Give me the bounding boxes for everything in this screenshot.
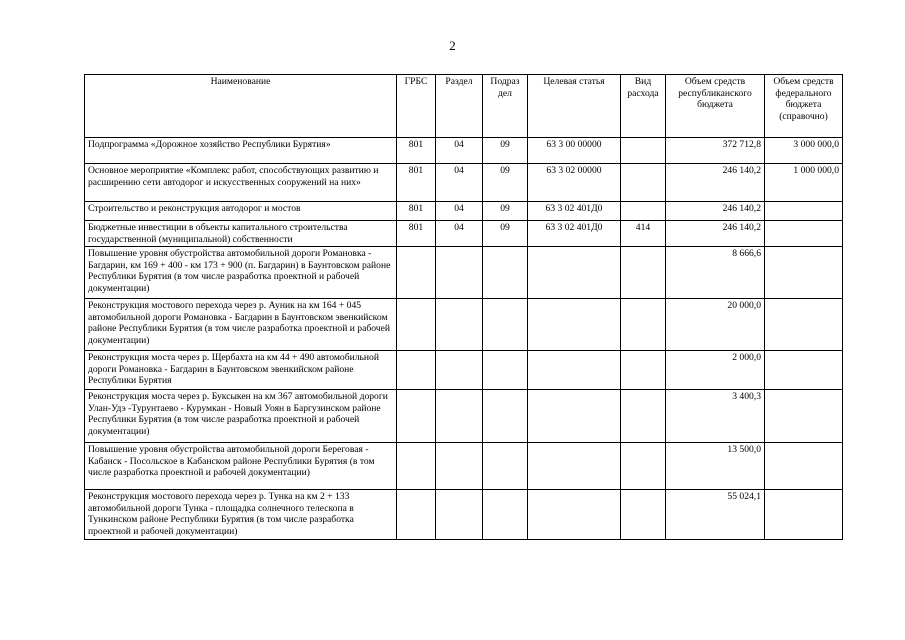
row-republican-amount: 13 500,0 (666, 443, 765, 490)
row-federal-amount (765, 202, 843, 221)
row-expense-type (621, 247, 666, 299)
table-row (85, 443, 843, 490)
row-section (436, 490, 483, 540)
table-row (85, 490, 843, 540)
row-subsection (483, 247, 528, 299)
row-target-article (528, 247, 621, 299)
row-expense-type (621, 490, 666, 540)
row-grbs (397, 443, 436, 490)
page-number: 2 (449, 38, 456, 53)
row-name: Строительство и реконструкция автодорог и мостов (85, 202, 397, 221)
row-expense-type: 414 (621, 221, 666, 247)
row-section: 04 (436, 221, 483, 247)
header-name: Наименование (85, 75, 397, 138)
row-federal-amount: 3 000 000,0 (765, 138, 843, 164)
row-grbs (397, 490, 436, 540)
row-name: Реконструкция моста через р. Буксыкен на км 367 автомобильной дороги Улан-Удэ -Турунтаево - Курумкан - Новый Уоян в Баргузинском районе Республики Бурятия (в том числе разработка проектной и рабочей документации) (85, 390, 397, 443)
row-section (436, 390, 483, 443)
row-federal-amount: 1 000 000,0 (765, 164, 843, 202)
row-section (436, 299, 483, 351)
row-grbs: 801 (397, 138, 436, 164)
row-name: Реконструкция моста через р. Щербахта на км 44 + 490 автомобильной дороги Романовка - Багдарин в Баунтовском эвенкийском районе Республики Бурятия (85, 351, 397, 390)
row-section (436, 247, 483, 299)
row-section (436, 351, 483, 390)
header-federal-budget: Объем средств федерального бюджета (справочно) (765, 75, 843, 138)
row-grbs (397, 247, 436, 299)
row-target-article: 63 3 02 401Д0 (528, 202, 621, 221)
row-section (436, 443, 483, 490)
row-subsection: 09 (483, 221, 528, 247)
row-target-article: 63 3 02 00000 (528, 164, 621, 202)
row-target-article (528, 351, 621, 390)
row-republican-amount: 20 000,0 (666, 299, 765, 351)
row-expense-type (621, 390, 666, 443)
row-federal-amount (765, 351, 843, 390)
row-expense-type (621, 443, 666, 490)
row-subsection (483, 299, 528, 351)
row-republican-amount: 372 712,8 (666, 138, 765, 164)
row-grbs: 801 (397, 164, 436, 202)
table-row (85, 221, 843, 247)
row-republican-amount: 246 140,2 (666, 221, 765, 247)
table-row (85, 247, 843, 299)
row-federal-amount (765, 221, 843, 247)
table-body (85, 138, 843, 540)
row-target-article (528, 490, 621, 540)
row-federal-amount (765, 247, 843, 299)
row-target-article: 63 3 00 00000 (528, 138, 621, 164)
row-republican-amount: 246 140,2 (666, 202, 765, 221)
budget-table (84, 74, 843, 540)
row-grbs: 801 (397, 202, 436, 221)
header-expense-type: Вид расхода (621, 75, 666, 138)
row-name: Повышение уровня обустройства автомобильной дороги Береговая - Кабанск - Посольское в Кабанском районе Республики Бурятия (в том числе разработка проектной и рабочей документации) (85, 443, 397, 490)
row-subsection: 09 (483, 138, 528, 164)
row-expense-type (621, 299, 666, 351)
row-name: Бюджетные инвестиции в объекты капитального строительства государственной (муниципальной) собственности (85, 221, 397, 247)
row-expense-type (621, 138, 666, 164)
row-subsection (483, 390, 528, 443)
header-target-article: Целевая статья (528, 75, 621, 138)
row-federal-amount (765, 443, 843, 490)
row-federal-amount (765, 299, 843, 351)
row-grbs: 801 (397, 221, 436, 247)
row-federal-amount (765, 490, 843, 540)
row-republican-amount: 2 000,0 (666, 351, 765, 390)
row-section: 04 (436, 202, 483, 221)
row-republican-amount: 3 400,3 (666, 390, 765, 443)
row-subsection (483, 351, 528, 390)
row-grbs (397, 390, 436, 443)
row-target-article (528, 390, 621, 443)
row-target-article (528, 299, 621, 351)
header-section: Раздел (436, 75, 483, 138)
row-republican-amount: 8 666,6 (666, 247, 765, 299)
header-republican-budget: Объем средств республиканского бюджета (666, 75, 765, 138)
row-subsection (483, 490, 528, 540)
row-name: Основное мероприятие «Комплекс работ, способствующих развитию и расширению сети автодорог и искусственных сооружений на них» (85, 164, 397, 202)
row-target-article: 63 3 02 401Д0 (528, 221, 621, 247)
row-expense-type (621, 164, 666, 202)
header-subsection: Подраз дел (483, 75, 528, 138)
table-row (85, 299, 843, 351)
table-header (85, 75, 843, 138)
row-subsection (483, 443, 528, 490)
table-row (85, 202, 843, 221)
table-row (85, 390, 843, 443)
header-grbs: ГРБС (397, 75, 436, 138)
row-target-article (528, 443, 621, 490)
row-grbs (397, 299, 436, 351)
row-republican-amount: 55 024,1 (666, 490, 765, 540)
table-row (85, 138, 843, 164)
row-expense-type (621, 351, 666, 390)
row-section: 04 (436, 164, 483, 202)
row-grbs (397, 351, 436, 390)
row-name: Повышение уровня обустройства автомобильной дороги Романовка - Багдарин, км 169 + 400 - км 173 + 900 (п. Багдарин) в Баунтовском районе Республики Бурятия (в том числе разработка проектной и рабочей документации) (85, 247, 397, 299)
row-section: 04 (436, 138, 483, 164)
table-row (85, 351, 843, 390)
row-republican-amount: 246 140,2 (666, 164, 765, 202)
table-row (85, 164, 843, 202)
row-expense-type (621, 202, 666, 221)
row-subsection: 09 (483, 202, 528, 221)
row-name: Реконструкция мостового перехода через р. Ауник на км 164 + 045 автомобильной дороги Романовка - Багдарин в Баунтовском эвенкийском районе Республики Бурятия (в том числе разработка проектной и рабочей документации) (85, 299, 397, 351)
row-federal-amount (765, 390, 843, 443)
row-name: Подпрограмма «Дорожное хозяйство Республики Бурятия» (85, 138, 397, 164)
row-subsection: 09 (483, 164, 528, 202)
row-name: Реконструкция мостового перехода через р. Тунка на км 2 + 133 автомобильной дороги Тунка - площадка солнечного телескопа в Тункинском районе Республики Бурятия (в том числе разработка проектной и рабочей документации) (85, 490, 397, 540)
